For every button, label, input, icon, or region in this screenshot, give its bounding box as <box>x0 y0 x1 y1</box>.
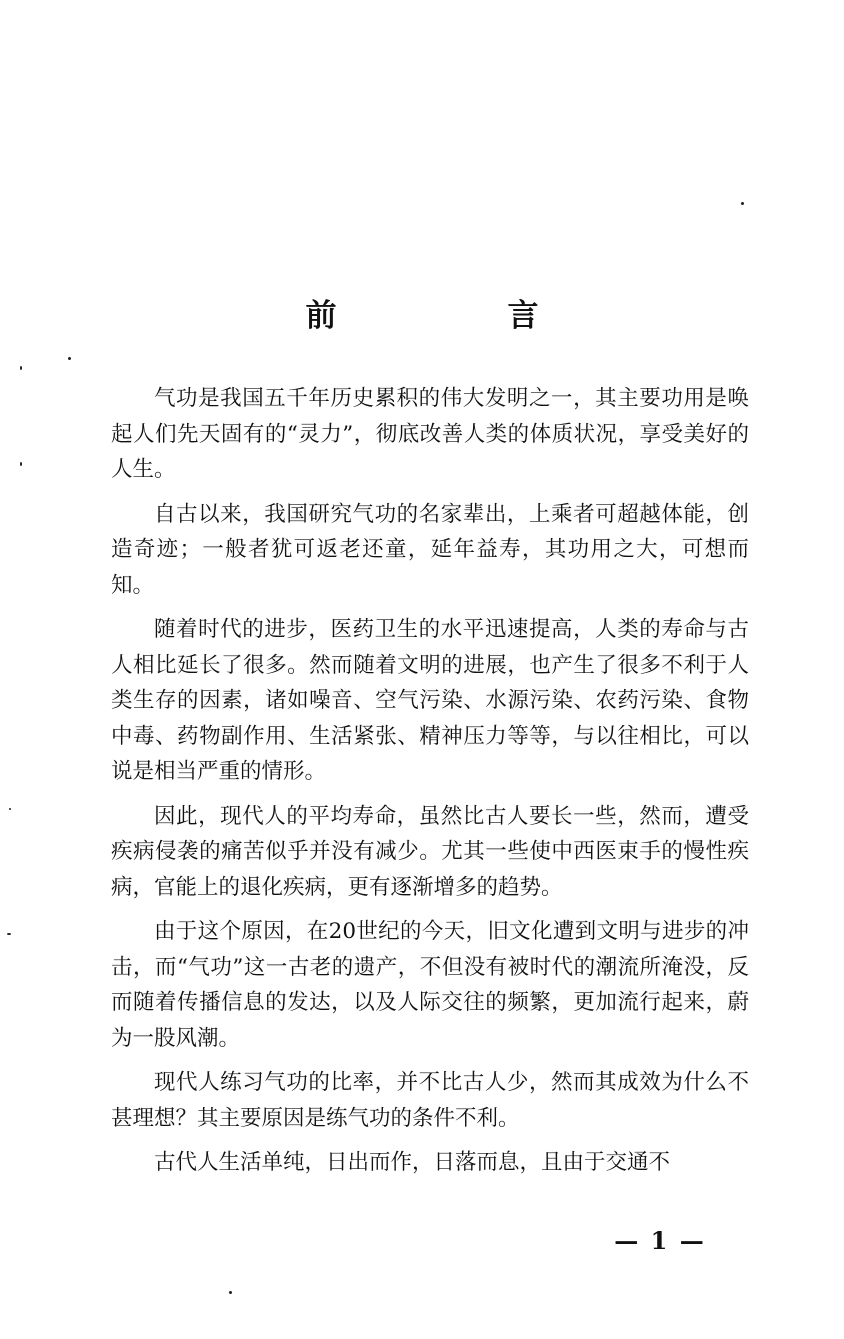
paragraph-4: 因此，现代人的平均寿命，虽然比古人要长一些，然而，遭受疾病侵袭的痛苦似乎并没有减少。尤其一些使中西医束手的慢性疾病，官能上的退化疾病，更有逐渐增多的趋势。 <box>111 803 749 900</box>
paragraph-1: 气功是我国五千年历史累积的伟大发明之一，其主要功用是唤起人们先天固有的“灵力”，彻底改善人类的体质状况，享受美好的人生。 <box>111 386 749 482</box>
paragraph-7: 古代人生活单纯，日出而作，日落而息，且由于交通不 <box>154 1150 671 1175</box>
scan-speck <box>7 933 11 935</box>
scan-speck <box>20 366 22 370</box>
body-text <box>111 381 749 1181</box>
paragraph-6: 现代人练习气功的比率，并不比古人少，然而其成效为什么不甚理想？其主要原因是练气功的条件不利。 <box>111 1070 749 1131</box>
paragraph-3: 随着时代的进步，医药卫生的水平迅速提高，人类的寿命与古人相比延长了很多。然而随着文明的进展，也产生了很多不利于人类生存的因素，诸如噪音、空气污染、水源污染、农药污染、食物中毒、药物副作用、生活紧张、精神压力等等，与以往相比，可以说是相当严重的情形。 <box>111 617 749 784</box>
scan-speck <box>741 202 744 205</box>
paragraph-5: 由于这个原因，在20世纪的今天，旧文化遭到文明与进步的冲击，而“气功”这一古老的遗产，不但没有被时代的潮流所淹没，反而随着传播信息的发达，以及人际交往的频繁，更加流行起来，蔚为一股风潮。 <box>111 919 749 1051</box>
page-title: 前 言 <box>305 298 609 334</box>
page-number: — 1 — <box>614 1226 706 1255</box>
scan-speck <box>229 1291 232 1294</box>
paragraph-2: 自古以来，我国研究气功的名家辈出，上乘者可超越体能，创造奇迹；一般者犹可返老还童，延年益寿，其功用之大，可想而知。 <box>111 501 749 598</box>
scan-speck <box>9 808 11 810</box>
scan-speck <box>20 462 22 466</box>
scan-speck <box>68 357 71 360</box>
